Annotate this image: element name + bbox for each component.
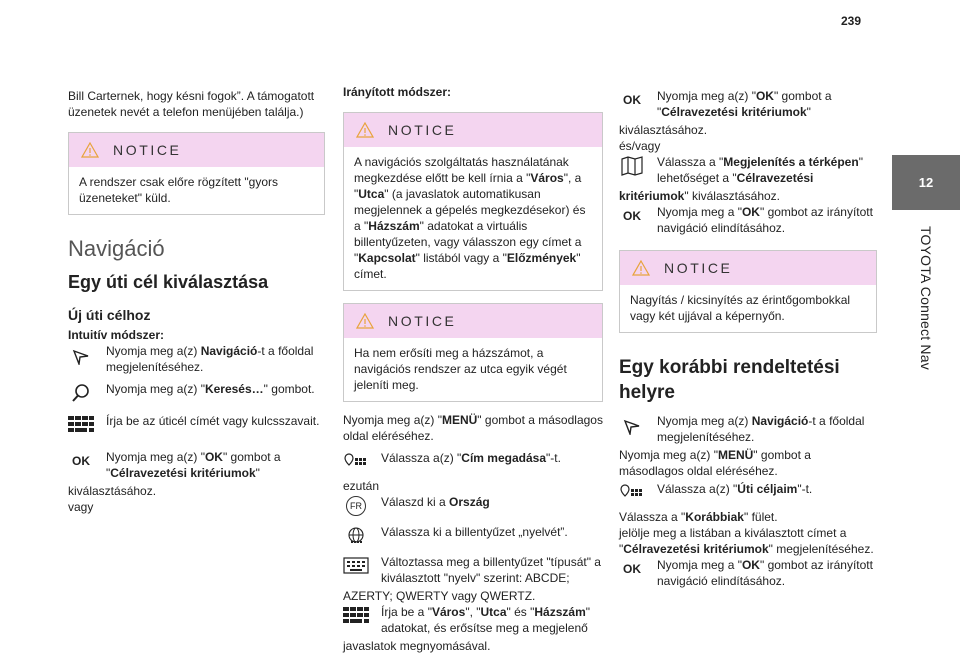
warning-icon	[356, 313, 374, 329]
notice-box: NOTICE Nagyítás / kicsinyítés az érintőgombokkal vagy két ujjával a képernyőn.	[619, 250, 877, 333]
step-ok: OK Nyomja meg a(z) "OK" gombot a "Célravezetési kritériumok"	[68, 449, 325, 481]
search-icon	[71, 383, 91, 403]
page-number: 239	[840, 14, 861, 28]
step-navigation: Nyomja meg a(z) Navigáció-t a főoldal megjelenítéséhez.	[68, 343, 325, 375]
step-language: Válassza ki a billentyűzet „nyelvét”.	[343, 524, 603, 544]
heading: Egy úti cél kiválasztása	[68, 272, 269, 292]
map-pin-keyboard-icon	[343, 452, 369, 472]
section-title: Navigáció	[68, 236, 165, 261]
notice-text: Nagyítás / kicsinyítés az érintőgombokkal vagy két ujjával a képernyőn.	[630, 293, 851, 323]
chapter-title: TOYOTA Connect Nav	[918, 226, 934, 370]
step-navigation: Nyomja meg a(z) Navigáció-t a főoldal megjelenítéséhez.	[619, 413, 877, 445]
subheading: Új úti célhoz	[68, 307, 151, 323]
map-pin-keyboard-icon	[619, 483, 645, 503]
warning-icon	[81, 142, 99, 158]
notice-box: NOTICE A navigációs szolgáltatás használatának megkezdése előtt be kell írnia a "Város", a "Utca" (a javaslatok automatikusan megjelennek a gépelés megkezdésekor) és a "Házszám" adatokat a virtuális billentyűzeten, vagy válasszon egy címet a "Kapcsolat" listából vagy a "Előzmények" címet.	[343, 112, 603, 291]
step-ok: OK Nyomja meg a(z) "OK" gombot a "Célravezetési kritériumok"	[619, 88, 877, 120]
step-keyboard: Írja be az úticél címét vagy kulcsszavait.	[68, 413, 325, 433]
nav-arrow-icon	[71, 345, 91, 365]
nav-arrow-icon	[622, 415, 642, 435]
step-keyboard-type: Változtassa meg a billentyűzet "típusát" a kiválasztott "nyelv" szerint: ABCDE;	[343, 554, 603, 586]
notice-text: Ha nem erősíti meg a házszámot, a navigációs rendszer az utca egyik végét jeleníti meg.	[354, 346, 567, 392]
keyboard-outline-icon	[343, 557, 369, 575]
step-ok-start: OK Nyomja meg a "OK" gombot az irányított navigáció elindításához.	[619, 557, 877, 589]
step-enter-address: Válassza a(z) "Cím megadása"-t.	[343, 450, 603, 470]
step-my-destinations: Válassza a(z) "Úti céljaim"-t.	[619, 481, 877, 501]
country-fr-icon: FR	[346, 496, 366, 516]
chapter-sidebar	[892, 0, 960, 649]
step-country: FR Válaszd ki a Ország	[343, 494, 603, 514]
column-3: OK Nyomja meg a(z) "OK" gombot a "Célravezetési kritériumok" kiválasztásához. és/vagy Válassza a "Megjelenítés a térképen" lehetőséget a "Célravezetési kritériumok" kiválasztásához. OK Nyomja meg a "OK" gombot az irányított navigáció elindításához. NOTICE Nagyítás / kicsinyítés az érintőgombokkal vagy két ujjával a képernyőn. Egy korábbi rendeltetési helyre Nyomja meg a(z) Navigáció-t a főoldal megjelenítéséhez. Nyomja meg a(z) "MENÜ" gombot a másodlagos oldal eléréséhez. Válassza a(z) "Úti céljaim"-t. Válassza a "Korábbiak" fület. jelölje meg a listában a kiválasztott címet a "Célravezetési kritériumok" megjelenítéséhez. OK Nyomja meg a "OK" gombot az irányított navigáció elindításához.	[619, 88, 877, 595]
ok-icon: OK	[623, 209, 641, 223]
ok-icon: OK	[72, 454, 90, 468]
step-search: Nyomja meg a(z) "Keresés…" gombot.	[68, 381, 325, 401]
notice-box	[68, 132, 325, 215]
notice-text: A navigációs szolgáltatás használatának megkezdése előtt be kell írnia a "Város", a "Utca" (a javaslatok automatikusan megjelennek a gépelés megkezdésekor) és a "Házszám" adatokat a virtuális billentyűzeten, vagy válasszon egy címet a "Kapcsolat" listából vagy a "Előzmények" címet.	[354, 155, 586, 281]
warning-icon	[632, 260, 650, 276]
ok-icon: OK	[623, 562, 641, 576]
notice-text: A rendszer csak előre rögzített "gyors üzeneteket" küld.	[79, 175, 279, 205]
notice-box: NOTICE Ha nem erősíti meg a házszámot, a navigációs rendszer az utca egyik végét jeleníti meg.	[343, 303, 603, 402]
method-label: Irányított módszer:	[343, 85, 452, 99]
step-enter-data: Írja be a "Város", "Utca" és "Házszám" adatokat, és erősítse meg a megjelenő	[343, 604, 603, 636]
step-show-map: Válassza a "Megjelenítés a térképen" lehetőséget a "Célravezetési	[619, 154, 877, 186]
intro-text: Bill Carternek, hogy késni fogok”. A támogatott üzenetek nevét a telefon menüjében találja.)	[68, 89, 315, 119]
map-icon	[621, 156, 643, 176]
ok-icon: OK	[623, 93, 641, 107]
keyboard-icon	[68, 415, 94, 435]
warning-icon	[356, 122, 374, 138]
step-ok-start: OK Nyomja meg a "OK" gombot az irányított navigáció elindításához.	[619, 204, 877, 236]
heading: Egy korábbi rendeltetési helyre	[619, 357, 840, 403]
method-label: Intuitív módszer:	[68, 328, 165, 342]
column-2: Irányított módszer: NOTICE A navigációs szolgáltatás használatának megkezdése előtt be kell írnia a "Város", a "Utca" (a javaslatok automatikusan megjelennek a gépelés megkezdésekor) és a "Házszám" adatokat a virtuális billentyűzeten, vagy válasszon egy címet a "Kapcsolat" listából vagy a "Előzmények" címet. NOTICE Ha nem erősíti meg a házszámot, a navigációs rendszer az utca egyik végét jeleníti meg. Nyomja meg a(z) "MENÜ" gombot a másodlagos oldal eléréséhez. Válassza a(z) "Cím megadása"-t. ezután FR Válaszd ki a Ország Válassza ki a billentyűzet „nyelvét”. Változtassa meg a billentyűzet "típusát" a kiválasztott "nyelv" szerint: ABCDE; AZERTY; QWERTY vagy QWERTZ. Írja be a "Város", "Utca" és "Házszám" adatokat, és erősítse meg a megjelenő javaslatok megnyomásával.	[343, 85, 603, 653]
keyboard-icon	[343, 606, 369, 626]
notice-title: NOTICE	[113, 142, 182, 158]
column-1: Bill Carternek, hogy késni fogok”. A támogatott üzenetek nevét a telefon menüjében találja.) NOTICE A rendszer csak előre rögzített "gyors üzeneteket" küld. Navigáció Egy úti cél kiválasztása Új úti célhoz Intuitív módszer: Nyomja meg a(z) Navigáció-t a főoldal megjelenítéséhez. Nyomja meg a(z) "Keresés…" gombot. Írja be az úticél címét vagy kulcsszavait. OK Nyomja meg a(z) "OK" gombot a "Célravezetési kritériumok" kiválasztásához. vagy	[68, 88, 325, 515]
language-icon	[345, 526, 367, 546]
chapter-tab: 12	[892, 155, 960, 210]
